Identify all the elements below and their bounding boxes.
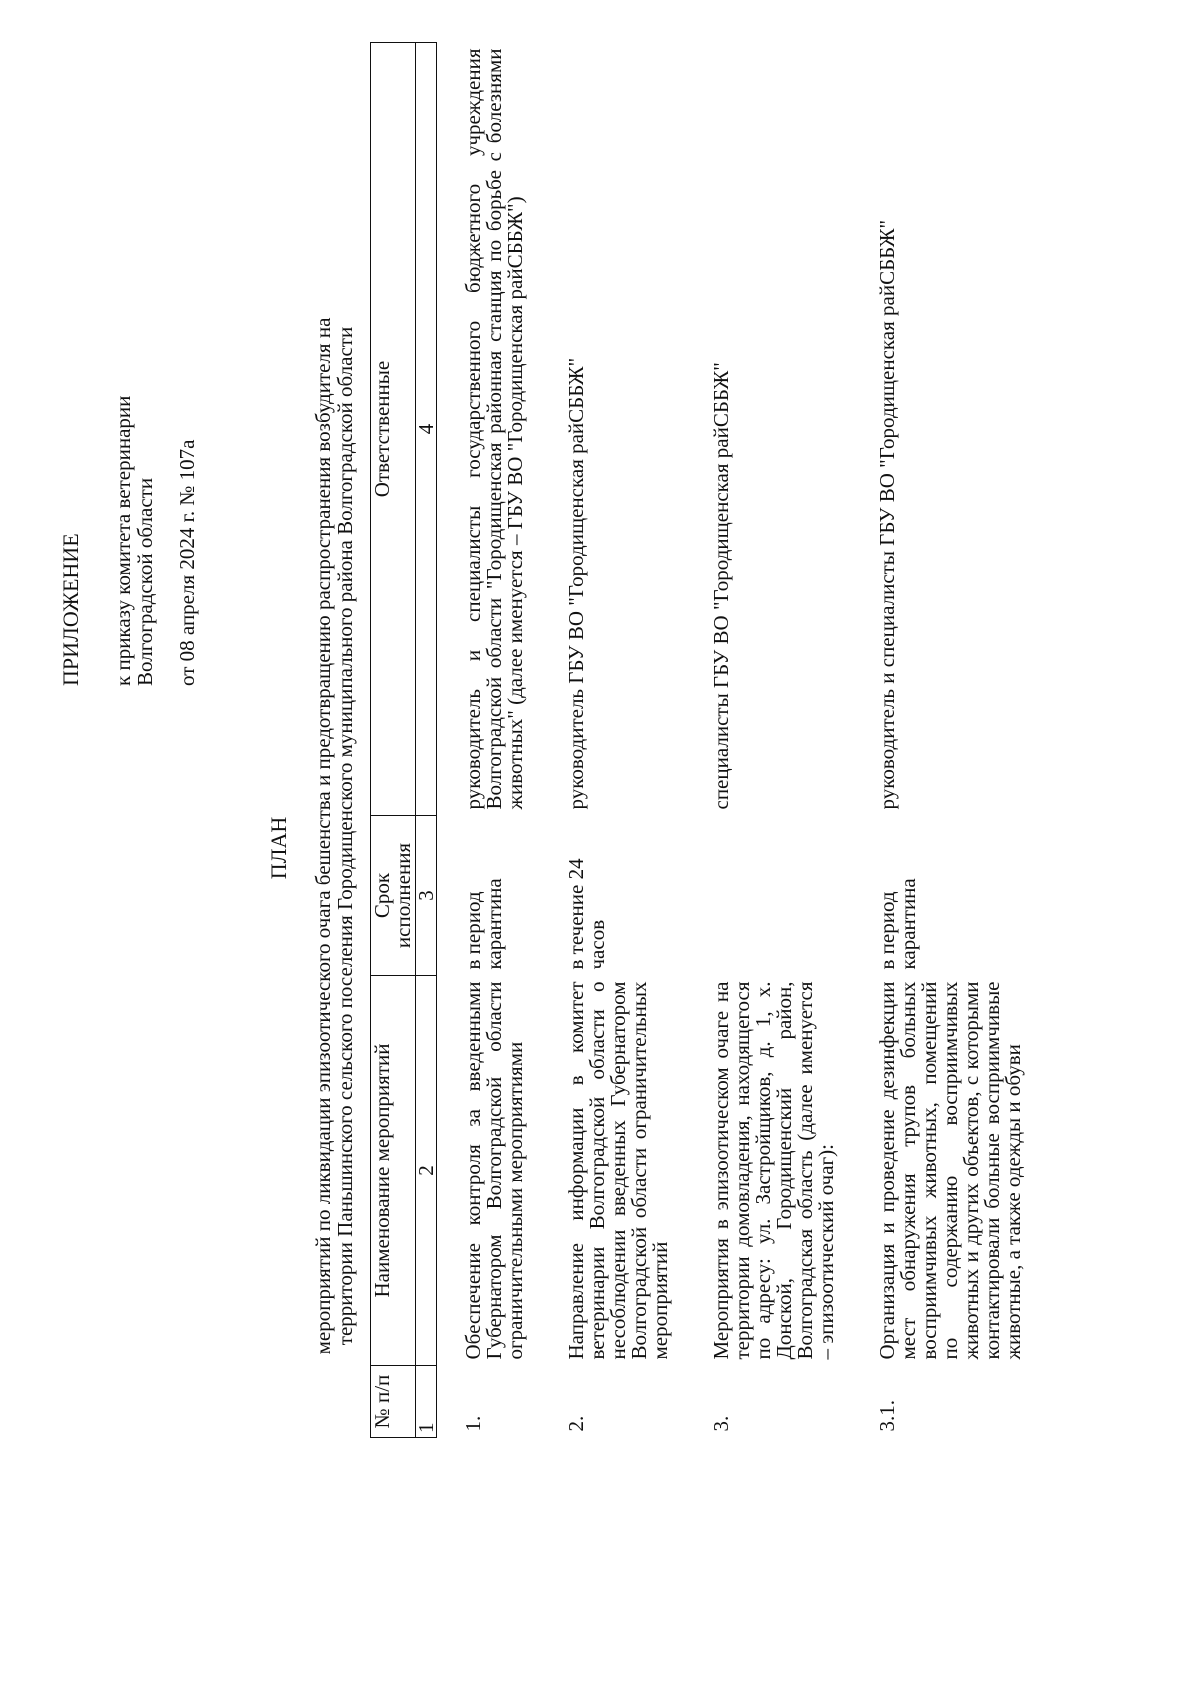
- row-number: 2.: [564, 1415, 588, 1432]
- column-number: 4: [416, 43, 437, 816]
- row-number: 3.: [709, 1415, 733, 1432]
- row-activity: Обеспечение контроля за введенными Губернатором Волгоградской области ограничительными мероприятиями: [461, 981, 527, 1360]
- column-number-row: [416, 43, 437, 1438]
- table-row: [437, 43, 541, 1438]
- header-number: № п/п: [371, 1366, 416, 1438]
- table-row: [540, 43, 685, 1438]
- row-number: 3.1.: [875, 1400, 899, 1432]
- row-number: 1.: [461, 1415, 485, 1432]
- column-number: 1: [416, 1366, 437, 1438]
- order-reference: к приказу комитета ветеринарии Волгоградской области: [111, 395, 157, 686]
- header-responsible: Ответственные: [371, 43, 416, 816]
- appendix-title: ПРИЛОЖЕНИЕ: [58, 533, 83, 686]
- row-responsible: руководитель и специалисты государственного бюджетного учреждения Волгоградской области "Городищенская районная станция по борьбе с болезнями животных" (далее именуется – ГБУ ВО "Городищенская райСББЖ"): [461, 48, 527, 810]
- row-activity: Организация и проведение дезинфекции мест обнаружения трупов больных восприимчивых животных, помещений по содержанию восприимчивых животных и других объектов, с которыми контактировали больные восприимчивые животные, а также одежды и обуви: [875, 981, 1025, 1360]
- column-number: 2: [416, 976, 437, 1366]
- table-header-row: [371, 43, 416, 1438]
- row-activity: Направление информации в комитет ветеринарии Волгоградской области о несоблюдении введенных Губернатором Волгоградской области ограничительных мероприятий: [564, 981, 672, 1360]
- row-deadline: [685, 816, 851, 976]
- plan-subtitle: мероприятий по ликвидации эпизоотического очага бешенства и предотвращению распространения возбудителя на территории Паньшинского сельского поселения Городищенского муниципального района Волгоградской области: [311, 317, 357, 1355]
- row-responsible: руководитель и специалисты ГБУ ВО "Городищенская райСББЖ": [875, 219, 899, 810]
- plan-table: [370, 42, 1038, 1438]
- table-row: [685, 43, 851, 1438]
- header-activity: Наименование мероприятий: [371, 976, 416, 1366]
- plan-title: ПЛАН: [266, 816, 291, 880]
- column-number: 3: [416, 816, 437, 976]
- row-activity: Мероприятия в эпизоотическом очаге на территории домовладения, находящегося по адресу: ул. Застройщиков, д. 1, х. Донской, Городищенский район, Волгоградская область (далее именуется – эпизоотический очаг):: [709, 981, 838, 1360]
- row-deadline: в течение 24 часов: [564, 858, 609, 970]
- row-responsible: специалисты ГБУ ВО "Городищенская райСББЖ": [709, 362, 733, 810]
- header-deadline: Срок исполнения: [371, 816, 416, 976]
- order-date: от 08 апреля 2024 г. № 107а: [175, 439, 199, 686]
- row-responsible: руководитель ГБУ ВО "Городищенская райСББЖ": [564, 357, 588, 810]
- row-deadline: в период карантина: [461, 878, 506, 970]
- row-deadline: в период карантина: [875, 878, 920, 970]
- table-row: [851, 43, 1038, 1438]
